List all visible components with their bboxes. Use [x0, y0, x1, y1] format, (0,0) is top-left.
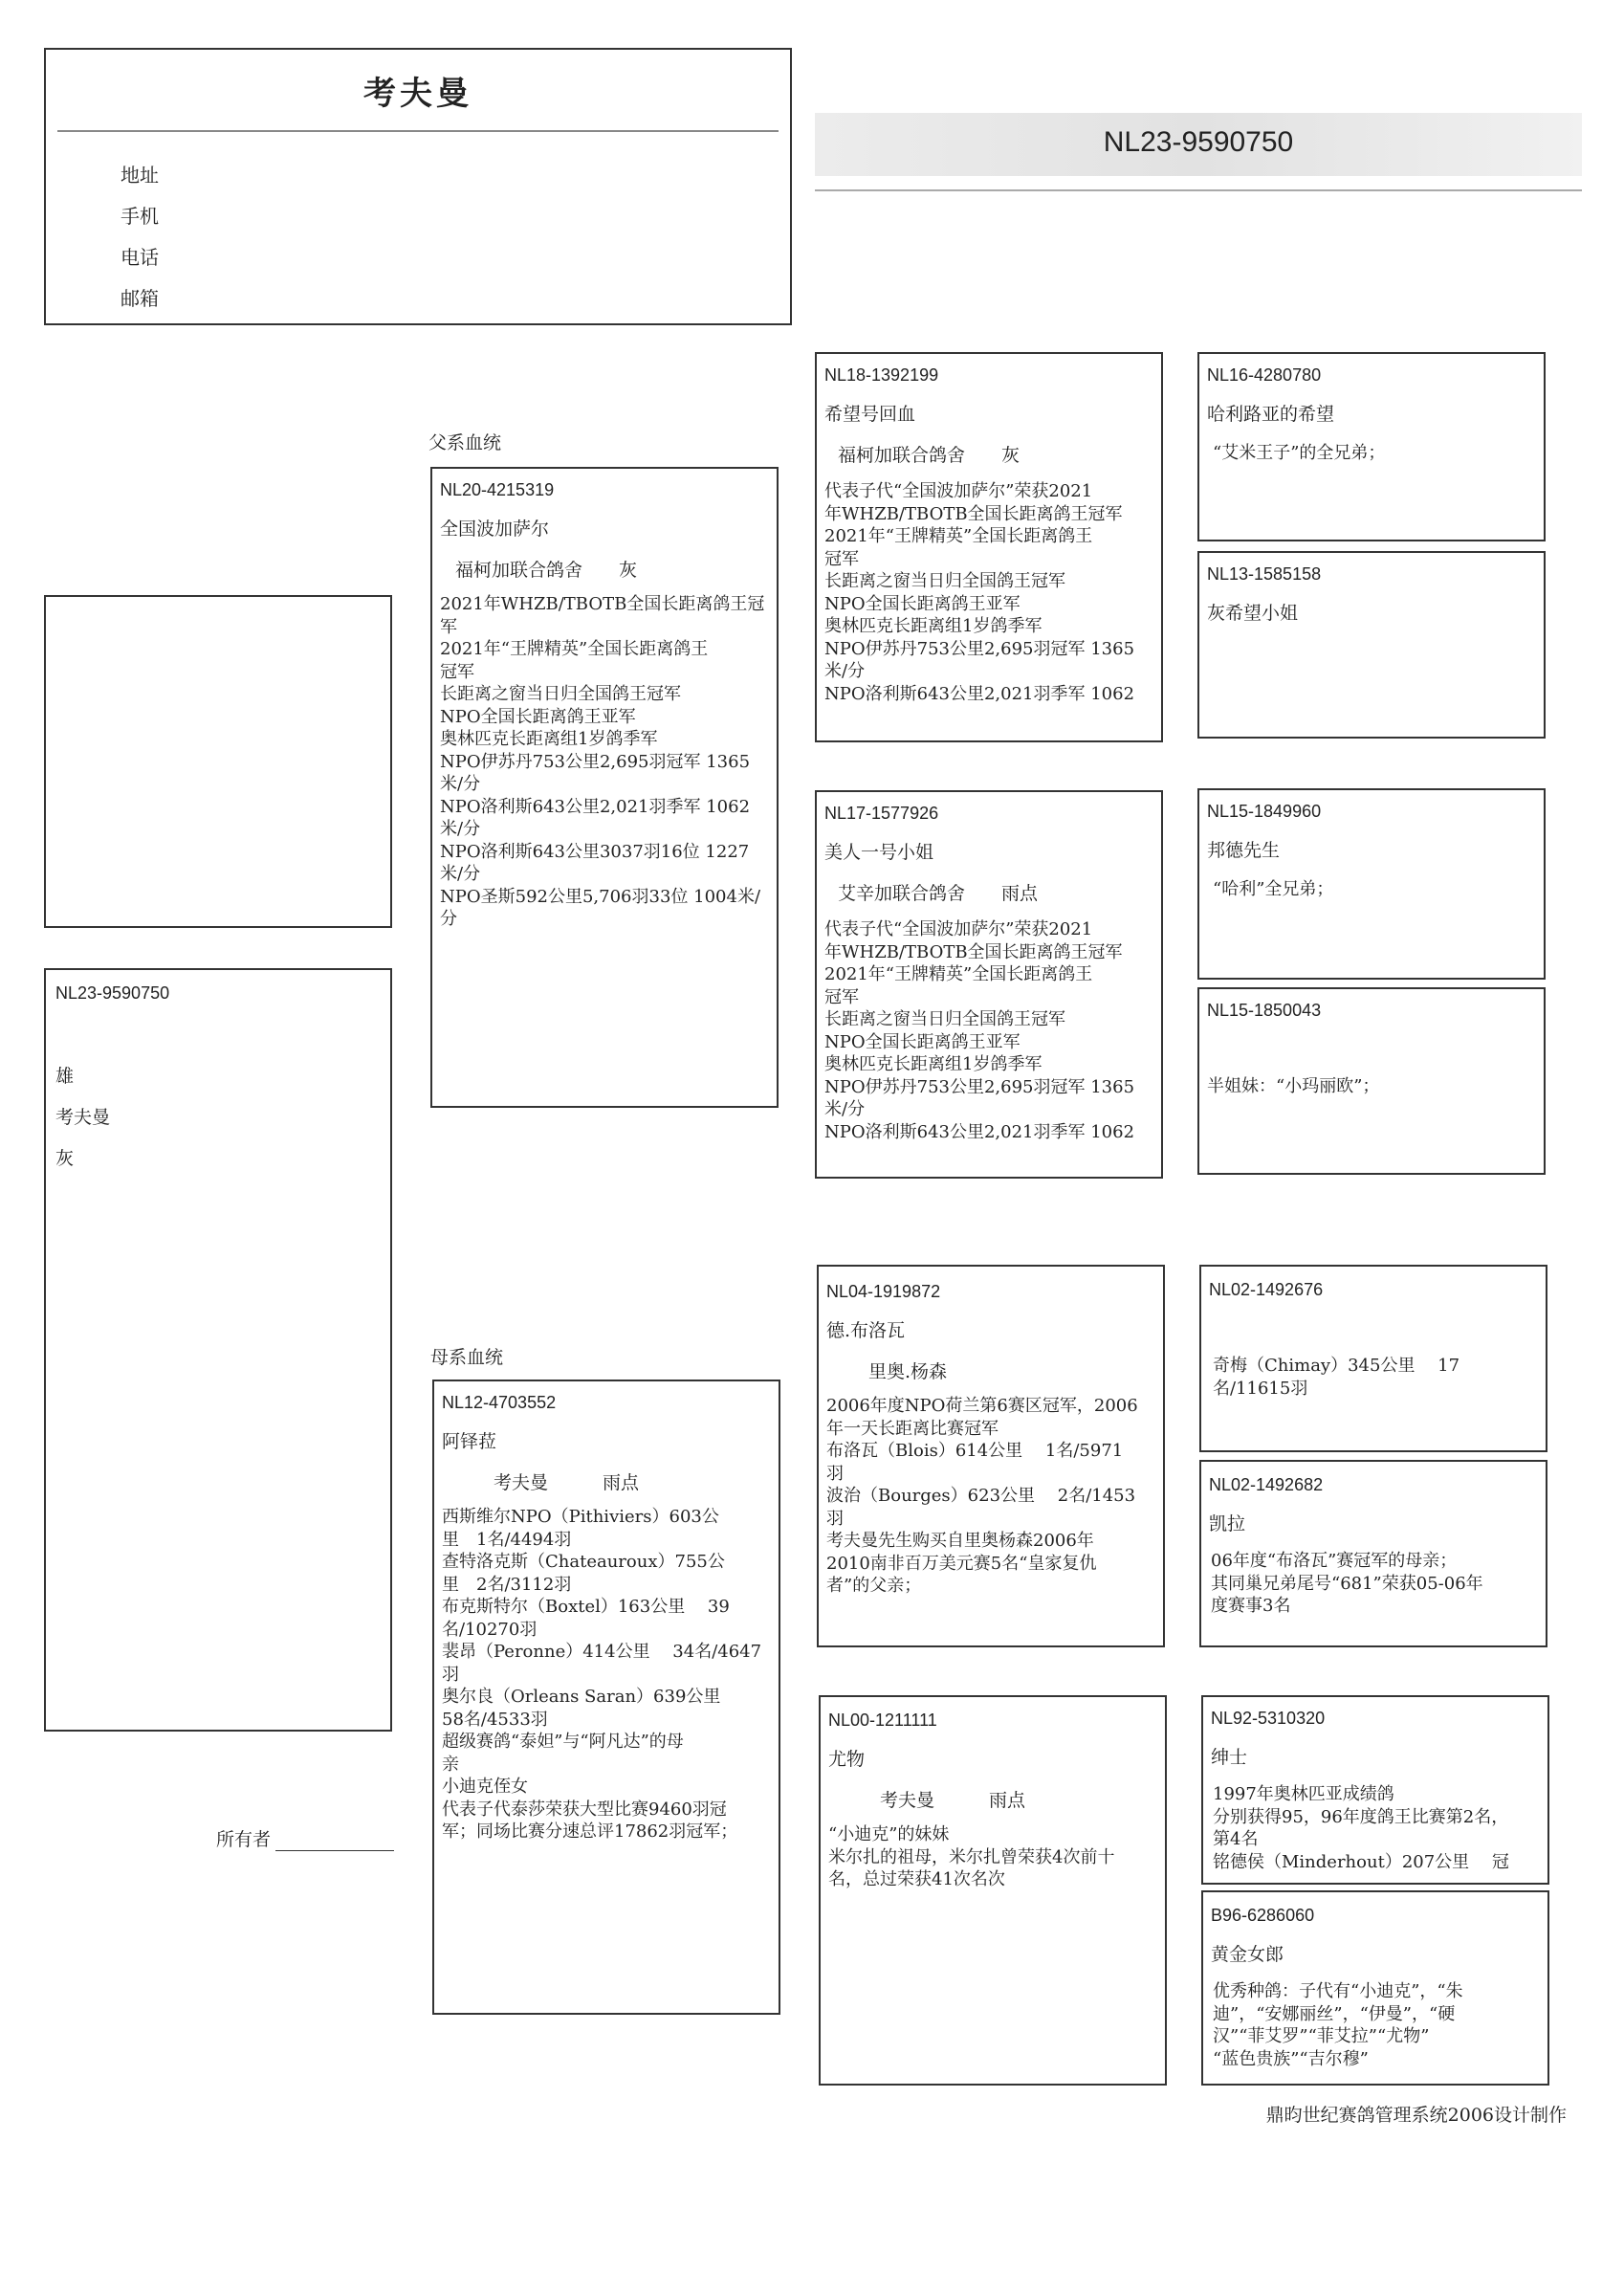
sire-dam-details: 代表子代“全国波加萨尔”荣获2021 年WHZB/TBOTB全国长距离鸽王冠军 2021年“王牌精英”全国长距离鸽王 冠军 长距离之窗当日归全国鸽王冠军 NPO全国长距离鸽王亚军 奥林匹克长距离组1岁鸽季军 NPO伊苏丹753公里2,695羽冠军 1365 米/分 NPO洛利斯643公里2,021羽季军 1062 [824, 919, 1135, 1142]
header-divider [57, 130, 779, 132]
dam-box [432, 1380, 780, 2015]
dam-sire-details: 2006年度NPO荷兰第6赛区冠军，2006 年一天长距离比赛冠军 布洛瓦（Blois）614公里 1名/5971 羽 波治（Bourges）623公里 2名/1453 羽 考夫曼先生购买自里奥杨森2006年 2010南非百万美元赛5名“皇家复仇 者”的父亲； [826, 1396, 1138, 1596]
maternal-label: 母系血统 [430, 1347, 504, 1368]
ring-banner [815, 113, 1582, 176]
ssd-box [1197, 551, 1546, 739]
subject-color: 灰 [55, 1148, 75, 1169]
dam-sire-loft: 里奥.杨森 [868, 1361, 948, 1382]
owner-label: 所有者 [216, 1829, 272, 1850]
ring-banner-text: NL23-9590750 [1103, 126, 1294, 158]
subject-sex: 雄 [55, 1066, 75, 1087]
sds-details: “哈利”全兄弟； [1213, 879, 1334, 899]
email-label: 邮箱 [121, 287, 159, 310]
ddd-name: 黄金女郎 [1211, 1944, 1284, 1965]
sire-dam-loft: 艾辛加联合鸽舍 雨点 [838, 883, 1039, 904]
banner-rule [815, 189, 1582, 191]
ssd-ring: NL13-1585158 [1207, 564, 1322, 584]
ddd-ring: B96-6286060 [1211, 1906, 1315, 1925]
dds-name: 绅士 [1211, 1747, 1248, 1768]
header-box [44, 48, 792, 325]
dam-name: 阿铎菈 [442, 1431, 497, 1452]
dam-sire-name: 德.布洛瓦 [826, 1320, 906, 1341]
sire-sire-name: 希望号回血 [824, 404, 916, 425]
dss-box [1199, 1265, 1547, 1452]
sdd-details: 半姐妹：“小玛丽欧”； [1207, 1076, 1380, 1096]
sss-details: “艾米王子”的全兄弟； [1213, 443, 1386, 463]
sire-dam-name: 美人一号小姐 [824, 842, 934, 863]
sss-box [1197, 352, 1546, 541]
dsd-details: 06年度“布洛瓦”赛冠军的母亲； 其同巢兄弟尾号“681”荣获05-06年 度赛事3名 [1211, 1551, 1483, 1616]
ssd-name: 灰希望小姐 [1207, 603, 1299, 624]
dam-dam-loft: 考夫曼 雨点 [880, 1790, 1026, 1811]
dsd-box [1199, 1460, 1547, 1647]
ddd-details: 优秀种鸽：子代有“小迪克”，“朱 迪”，“安娜丽丝”，“伊曼”，“硬 汉”“菲艾罗”“菲艾拉”“尤物” “蓝色贵族”“吉尔穆” [1213, 1981, 1463, 2069]
dam-details: 西斯维尔NPO（Pithiviers）603公 里 1名/4494羽 查特洛克斯（Chateauroux）755公 里 2名/3112羽 布克斯特尔（Boxtel）163公里 39 名/10270羽 裴昂（Peronne）414公里 34名/4647 羽 奥尔良（Orleans Saran）639公里 58名/4533羽 超级赛鸽“泰妲”与“阿凡达”的母 亲 小迪克侄女 代表子代泰莎荣获大型比赛9460羽冠 军；同场比赛分速总评17862羽冠军； [442, 1507, 762, 1842]
sire-sire-ring: NL18-1392199 [824, 365, 939, 385]
dds-ring: NL92-5310320 [1211, 1709, 1326, 1728]
photo-box [44, 595, 392, 928]
sire-name: 全国波加萨尔 [440, 519, 550, 540]
sdd-box [1197, 987, 1546, 1175]
dam-loft: 考夫曼 雨点 [494, 1472, 640, 1493]
phone-label: 电话 [121, 246, 159, 269]
footer-credit: 鼎昀世纪赛鸽管理系统2006设计制作 [1265, 2105, 1567, 2126]
sire-ring: NL20-4215319 [440, 480, 555, 499]
owner-line [275, 1850, 394, 1851]
dam-ring: NL12-4703552 [442, 1393, 557, 1412]
dds-details: 1997年奥林匹亚成绩鸽 分别获得95，96年度鸽王比赛第2名， 第4名 铭德侯（Minderhout）207公里 冠 [1213, 1784, 1509, 1872]
dam-dam-name: 尤物 [828, 1749, 866, 1770]
mobile-label: 手机 [121, 205, 159, 228]
sire-sire-details: 代表子代“全国波加萨尔”荣获2021 年WHZB/TBOTB全国长距离鸽王冠军 2021年“王牌精英”全国长距离鸽王 冠军 长距离之窗当日归全国鸽王冠军 NPO全国长距离鸽王亚军 奥林匹克长距离组1岁鸽季军 NPO伊苏丹753公里2,695羽冠军 1365 米/分 NPO洛利斯643公里2,021羽季军 1062 [824, 481, 1135, 704]
dss-details: 奇梅（Chimay）345公里 17 名/11615羽 [1213, 1356, 1460, 1399]
owner-title: 考夫曼 [363, 75, 472, 113]
ddd-box [1201, 1890, 1549, 2086]
dam-sire-box [817, 1265, 1165, 1647]
sdd-ring: NL15-1850043 [1207, 1001, 1322, 1020]
sire-dam-ring: NL17-1577926 [824, 804, 939, 823]
dss-ring: NL02-1492676 [1209, 1280, 1324, 1299]
dam-dam-ring: NL00-1211111 [828, 1711, 937, 1730]
sds-box [1197, 788, 1546, 980]
subject-box [44, 968, 392, 1732]
dam-sire-ring: NL04-1919872 [826, 1282, 941, 1301]
address-label: 地址 [121, 164, 159, 187]
sds-name: 邦德先生 [1207, 840, 1281, 861]
sire-sire-loft: 福柯加联合鸽舍 灰 [838, 445, 1020, 466]
dds-box [1201, 1695, 1549, 1885]
subject-ring: NL23-9590750 [55, 983, 170, 1003]
sire-dam-box [815, 790, 1163, 1179]
sire-loft: 福柯加联合鸽舍 灰 [455, 560, 638, 581]
sds-ring: NL15-1849960 [1207, 802, 1322, 821]
subject-name: 考夫曼 [55, 1107, 111, 1128]
sire-box [430, 467, 779, 1108]
sss-name: 哈利路亚的希望 [1207, 404, 1335, 425]
dam-dam-box [819, 1695, 1167, 2086]
sire-details: 2021年WHZB/TBOTB全国长距离鸽王冠 军 2021年“王牌精英”全国长距离鸽王 冠军 长距离之窗当日归全国鸽王冠军 NPO全国长距离鸽王亚军 奥林匹克长距离组1岁鸽季军 NPO伊苏丹753公里2,695羽冠军 1365 米/分 NPO洛利斯643公里2,021羽季军 1062 米/分 NPO洛利斯643公里3037羽16位 1227 米/分 NPO圣斯592公里5,706羽33位 1004米/ 分 [440, 594, 765, 929]
dsd-name: 凯拉 [1209, 1513, 1246, 1534]
dam-dam-details: “小迪克”的妹妹 米尔扎的祖母，米尔扎曾荣获4次前十 名，总过荣获41次名次 [828, 1824, 1115, 1889]
paternal-label: 父系血统 [428, 432, 502, 453]
sire-sire-box [815, 352, 1163, 742]
dsd-ring: NL02-1492682 [1209, 1475, 1324, 1494]
sss-ring: NL16-4280780 [1207, 365, 1322, 385]
